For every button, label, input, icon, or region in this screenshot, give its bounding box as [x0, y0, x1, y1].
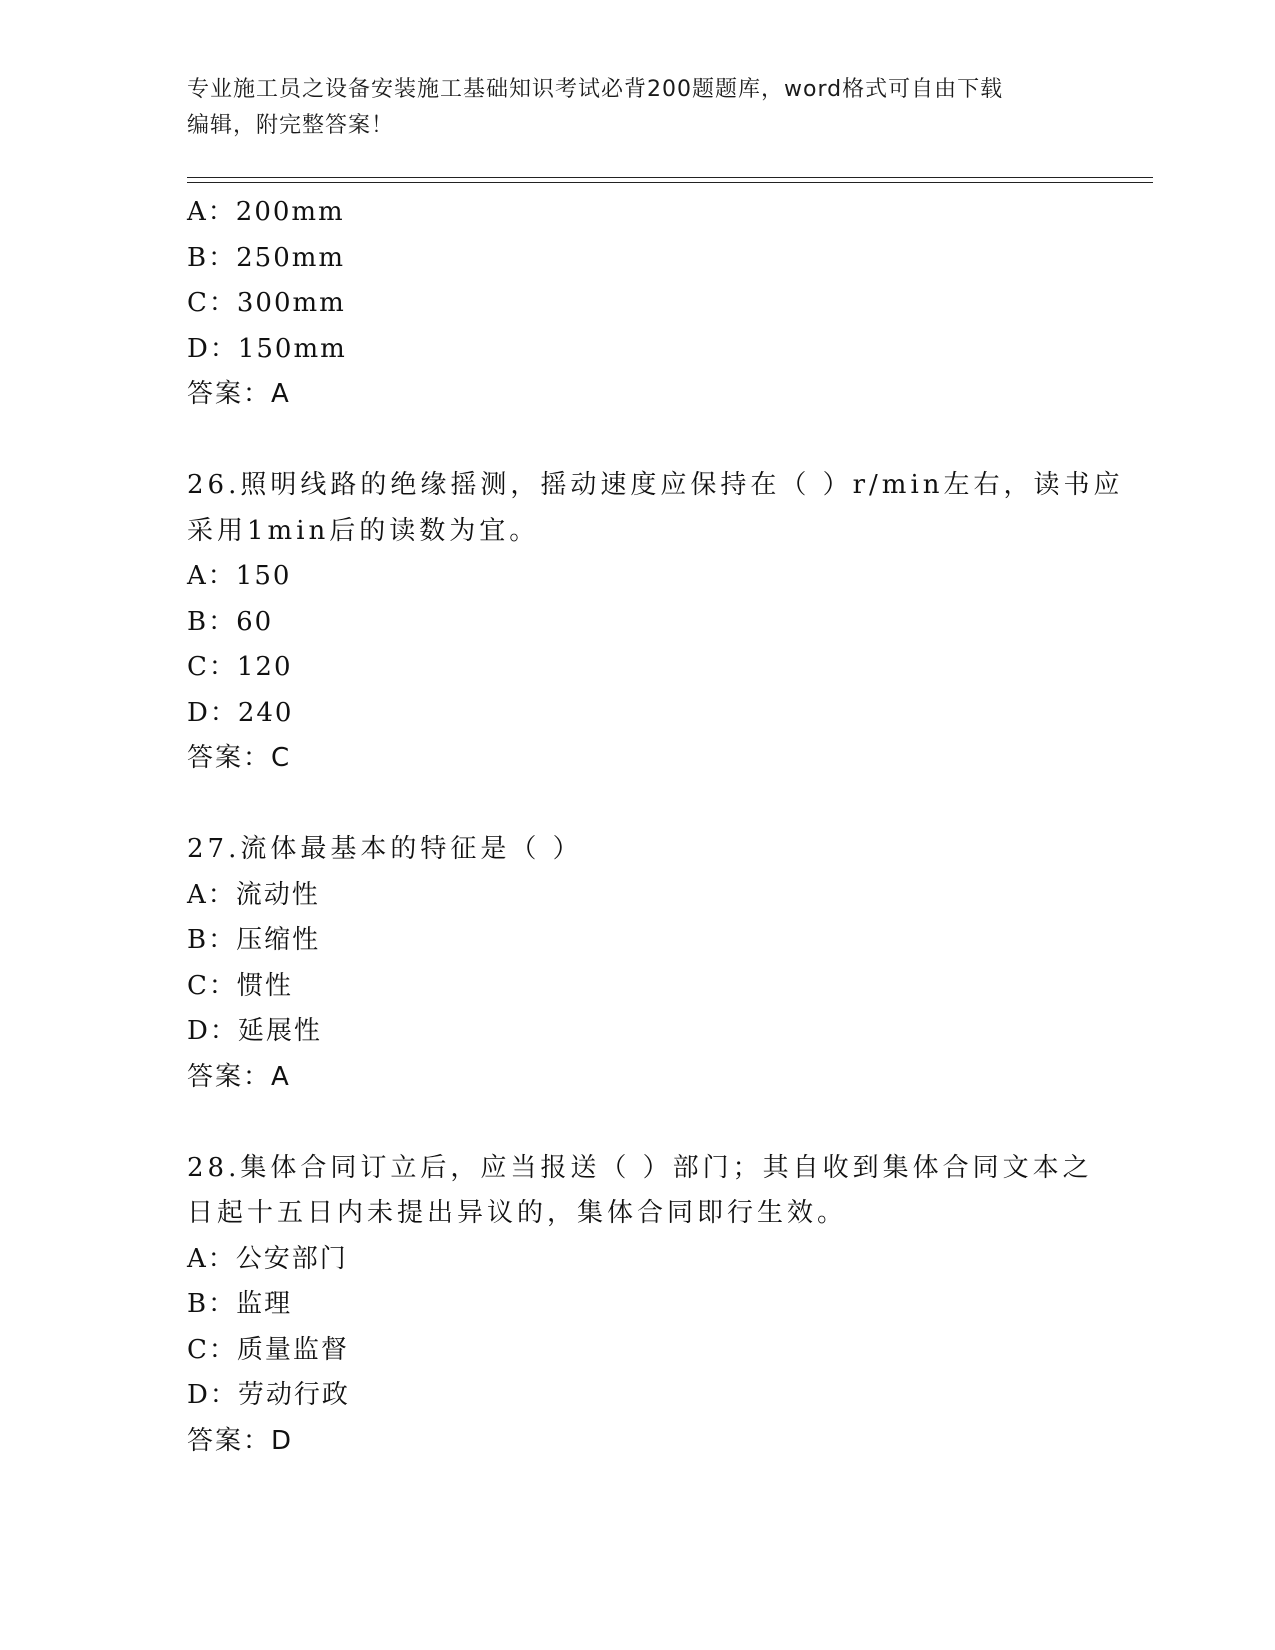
option-d: D：150mm: [187, 333, 347, 364]
answer-label: 答案：D: [187, 1425, 294, 1456]
question-stem-line-1: 28.集体合同订立后，应当报送（ ）部门；其自收到集体合同文本之: [187, 1152, 1093, 1183]
option-b: B：监理: [187, 1289, 293, 1319]
answer-label: 答案：A: [187, 1061, 291, 1092]
spacer: [187, 418, 1107, 464]
question-stem-line-1: 27.流体最基本的特征是（ ）: [187, 834, 583, 864]
option-b: B：压缩性: [187, 925, 321, 955]
question-26: [187, 463, 1124, 782]
option-c: C：质量监督: [187, 1334, 349, 1365]
option-b: B：60: [187, 606, 274, 637]
option-a: A：150: [187, 561, 292, 591]
option-d: D：延展性: [187, 1016, 322, 1046]
spacer: [187, 1100, 1107, 1146]
option-a: A：公安部门: [187, 1243, 348, 1274]
option-c: C：300mm: [187, 288, 346, 318]
option-b: B：250mm: [187, 242, 346, 273]
option-c: C：120: [187, 652, 293, 682]
question-list: [187, 190, 1124, 1464]
spacer: [187, 782, 1107, 828]
question-stem-line-2: 采用1min后的读数为宜。: [187, 515, 540, 546]
header-line-2: 编辑，附完整答案！: [187, 113, 395, 138]
page-header: [187, 72, 1087, 144]
header-rule-top: [187, 177, 1153, 178]
header-line-1: 专业施工员之设备安装施工基础知识考试必背200题题库，word格式可自由下载: [187, 77, 1004, 102]
question-stem-line-1: 26.照明线路的绝缘摇测，摇动速度应保持在（ ）r/min左右，读书应: [187, 470, 1124, 500]
answer-label: 答案：C: [187, 743, 292, 773]
option-a: A：200mm: [187, 197, 345, 227]
option-d: D：240: [187, 697, 294, 728]
option-c: C：惯性: [187, 970, 293, 1001]
option-a: A：流动性: [187, 879, 320, 910]
answer-label: 答案：A: [187, 379, 291, 409]
question-25: [187, 190, 1107, 418]
question-27: [187, 827, 1107, 1100]
question-28: [187, 1146, 1107, 1465]
question-stem-line-2: 日起十五日内未提出异议的，集体合同即行生效。: [187, 1198, 848, 1228]
option-d: D：劳动行政: [187, 1380, 350, 1410]
header-rule-bottom: [187, 182, 1153, 183]
